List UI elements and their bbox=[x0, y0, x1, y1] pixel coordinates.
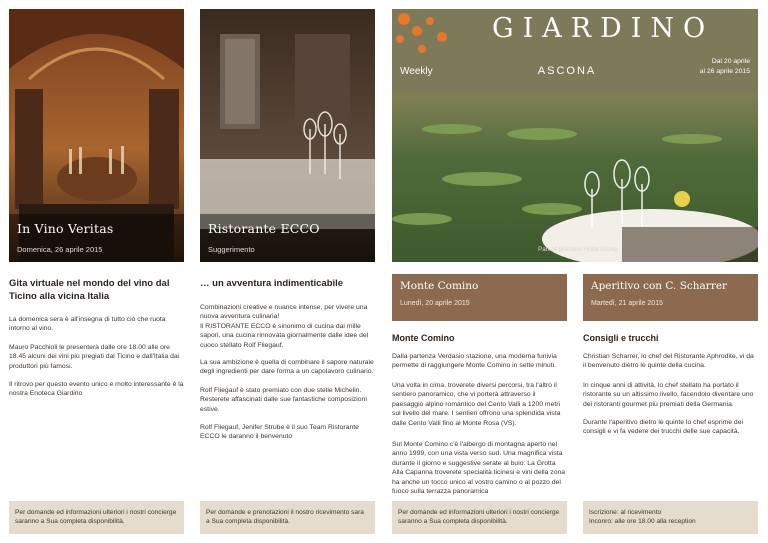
event-date: Martedì, 21 aprile 2015 bbox=[591, 300, 663, 307]
caption-title: Ristorante ECCO bbox=[208, 221, 320, 236]
footer-note: Per domande ed informazioni ulteriori i nostri concierge saranno a Sua completa disponibilità. bbox=[392, 501, 567, 534]
paragraph: La domenica sera è all'insegna di tutto ciò che ruota intorno al vino. bbox=[9, 316, 166, 333]
article-heading: Monte Comino bbox=[392, 333, 455, 343]
caption-date: Domenica, 26 aprile 2015 bbox=[17, 245, 103, 254]
article-heading: Gita virtuale nel mondo del vino dal Ticino alla vicina Italia bbox=[9, 278, 170, 302]
paragraph: Rolf Fliegauf, Jenifer Strube è il suo Team Ristorante ECCO le daranno il benvenuto bbox=[200, 424, 359, 441]
footer-note: Per domande e prenotazioni il nostro ricevimento sara a Sua completa disponibilità. bbox=[200, 501, 375, 534]
masthead-title: GIARDINO bbox=[492, 13, 715, 44]
paragraph: Mauro Pacchioli le presenterà dalle ore 18.00 alle ore 18.45 alcuni dei vini più pregiati dal Ticino e dall'Italia dai produttori più famosi. bbox=[9, 344, 180, 370]
article-heading: Consigli e trucchi bbox=[583, 333, 659, 343]
column-ristorante-ecco bbox=[200, 9, 375, 534]
event-title: Aperitivo con C. Scharrer bbox=[591, 280, 728, 292]
column-aperitivo bbox=[583, 9, 758, 534]
footer-line-2: Inconro: alle ore 18.00 alla reception bbox=[589, 518, 696, 526]
event-title: Monte Comino bbox=[400, 280, 479, 292]
paragraph: La sua ambizione è quella di combinare il sapore naturale degli ingredienti per dare forma a un capolavoro culinario. bbox=[200, 359, 374, 376]
paragraph: Il ritrovo per questo evento unico e molto interessante è la nostra Enoteca Giardino bbox=[9, 381, 184, 398]
caption-title: In Vino Veritas bbox=[17, 221, 114, 236]
masthead-weekly: Weekly bbox=[400, 66, 433, 77]
masthead-subtitle: ASCONA bbox=[537, 65, 597, 77]
footer-note bbox=[583, 501, 758, 534]
event-date: Lunedì, 20 aprile 2015 bbox=[400, 300, 470, 307]
paragraph: Combinazioni creative e nuance intense, per vivere una nuova avventura culinaria! bbox=[200, 304, 368, 321]
paragraph: Sul Monte Comino c'è l'albergo di montagna aperto nel anno 1999, con una vista verso sud. Una magnifica vista durante il giorno e suggestive serate al buio: La Grotta Alla Capanna troverete specialità ticinesi e vini della zona ha anche un tocco unico al vostro camino o al pozzo del fuoco sulla terrazza panoramica bbox=[392, 441, 566, 496]
restaurant-photo bbox=[200, 9, 375, 262]
paragraph: Durante l'aperitivo dietro le quinte lo chef esprime dei consigli e vi fa vedere dei trucchi delle sue capacità. bbox=[583, 419, 743, 436]
event-box bbox=[392, 274, 567, 321]
footer-line-1: Iscrizione: al ricevimento bbox=[589, 509, 662, 516]
caption-label: Suggerimento bbox=[208, 245, 255, 254]
event-box bbox=[583, 274, 758, 321]
paragraph: Il RISTORANTE ECCO è sinonimo di cucina dai mille sapori, una cucina rinnovata giornalmente dalle idee del cuoco stellato Rolf Fliegauf. bbox=[200, 323, 369, 349]
paragraph: Dalla partenza Verdasio stazione, una moderna funivia permette di raggiungere Monte Comino in sette minuti. bbox=[392, 353, 557, 370]
article-heading: … un avventura indimenticabile bbox=[200, 278, 344, 289]
paragraph: Una volta in cima, troverete diversi percorsi, tra l'altro il sentiero panoramico, che vi porterà attraverso il paesaggio alpino romantico del Cento Valli a 1200 metri sul livello del mare. I sentieri offrono una splendida vista dalle Cento Valli fino al Monte Rosa (VS). bbox=[392, 382, 561, 427]
wine-cellar-photo bbox=[9, 9, 184, 262]
paragraph: In cinque anni di attività, lo chef stellato ha portato il ristorante su un altissimo livello, facendolo diventare uno dei ristoranti gourmet più premiati della Germania. bbox=[583, 382, 754, 408]
column-in-vino-veritas bbox=[9, 9, 184, 534]
paragraph: Rolf Fliegauf è stato premiato con due stelle Michelin. Resterete affascinati dalle sue fantastiche composizioni estive. bbox=[200, 387, 367, 413]
dates-line-2: al 26 aprile 2015 bbox=[699, 67, 750, 75]
photo-credit: Part of Giardino Hotel Group bbox=[538, 246, 618, 253]
dates-line-1: Dal 20 aprile bbox=[711, 58, 750, 65]
paragraph: Christian Scharrer, lo chef del Ristorante Aphrodite, vi da il benvenuto dietro le quinte della cucina. bbox=[583, 353, 754, 370]
footer-note: Per domande ed informazioni ulteriori i nostri concierge saranno a Sua completa disponibilità. bbox=[9, 501, 184, 534]
